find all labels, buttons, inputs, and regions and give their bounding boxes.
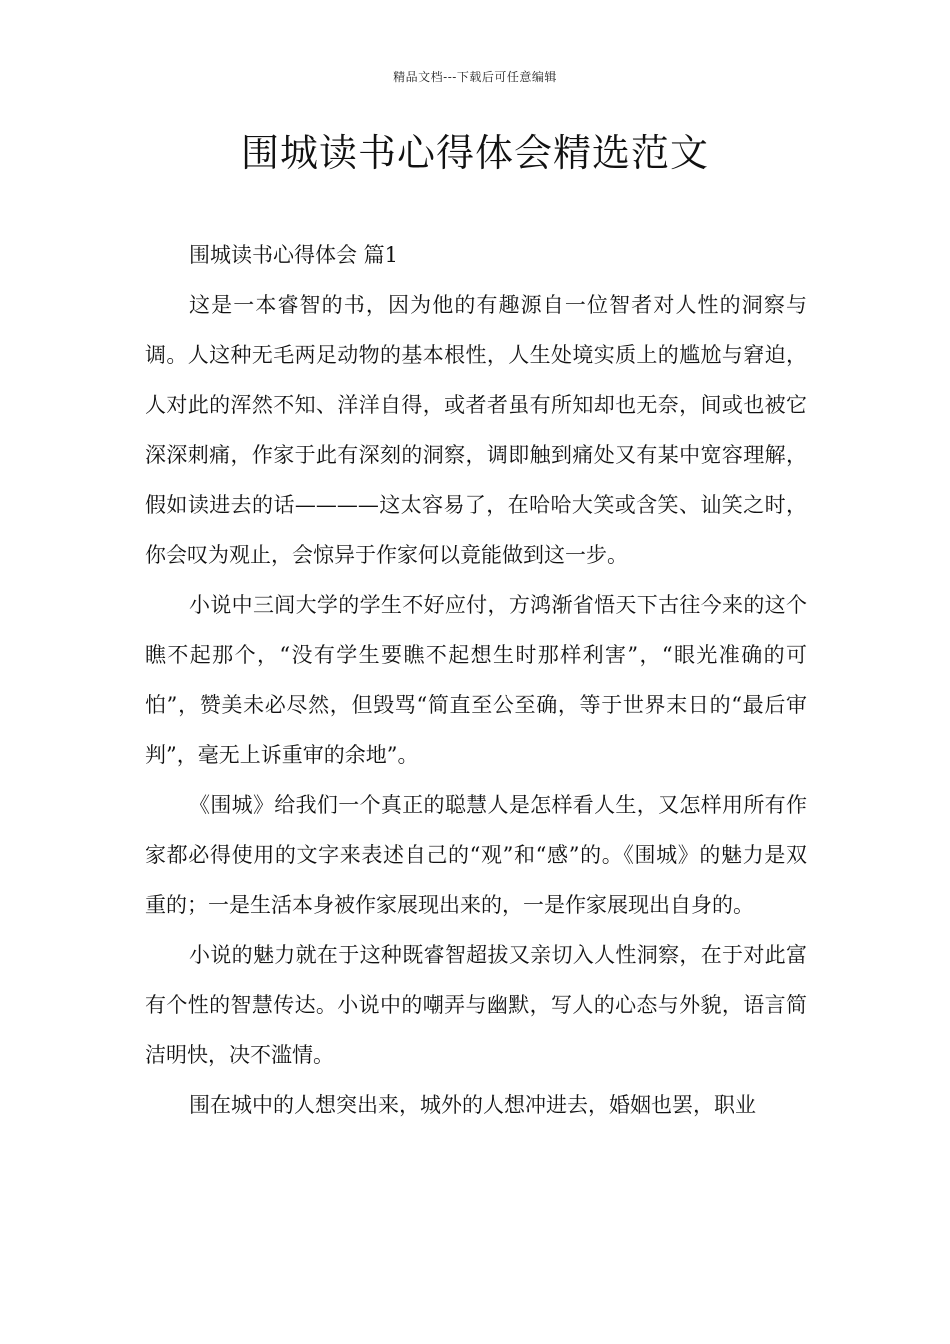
- paragraph: 小说的魅力就在于这种既睿智超拔又亲切入人性洞察，在于对此富有个性的智慧传达。小说中的嘲弄与幽默，写人的心态与外貌，语言简洁明快，决不滥情。: [145, 943, 807, 1067]
- paragraph: 围在城中的人想突出来，城外的人想冲进去，婚姻也罢，职业: [189, 1093, 756, 1117]
- section-heading: 围城读书心得体会 篇1: [189, 243, 399, 267]
- document-title: 围城读书心得体会精选范文: [240, 131, 709, 175]
- paragraph: 《围城》给我们一个真正的聪慧人是怎样看人生，又怎样用所有作家都必得使用的文字来表述自己的“观”和“感”的。《围城》的魅力是双重的；一是生活本身被作家展现出来的，一是作家展现出自身的。: [145, 793, 807, 917]
- paragraph: 小说中三闾大学的学生不好应付，方鸿渐省悟天下古往今来的这个瞧不起那个，“没有学生要瞧不起想生时那样利害”，“眼光准确的可怕”，赞美未必尽然，但毁骂“简直至公至确，等于世界末日的“最后审判”，毫无上诉重审的余地”。: [145, 593, 807, 767]
- document-body: [145, 230, 807, 1130]
- paragraph: 这是一本睿智的书，因为他的有趣源自一位智者对人性的洞察与调。人这种无毛两足动物的基本根性，人生处境实质上的尴尬与窘迫，人对此的浑然不知、洋洋自得，或者者虽有所知却也无奈，间或也被它深深刺痛，作家于此有深刻的洞察，调即触到痛处又有某中宽容理解，假如读进去的话————这太容易了，在哈哈大笑或含笑、讪笑之时，你会叹为观止，会惊异于作家何以竟能做到这一步。: [145, 293, 807, 567]
- header-note: 精品文档---下载后可任意编辑: [393, 70, 557, 84]
